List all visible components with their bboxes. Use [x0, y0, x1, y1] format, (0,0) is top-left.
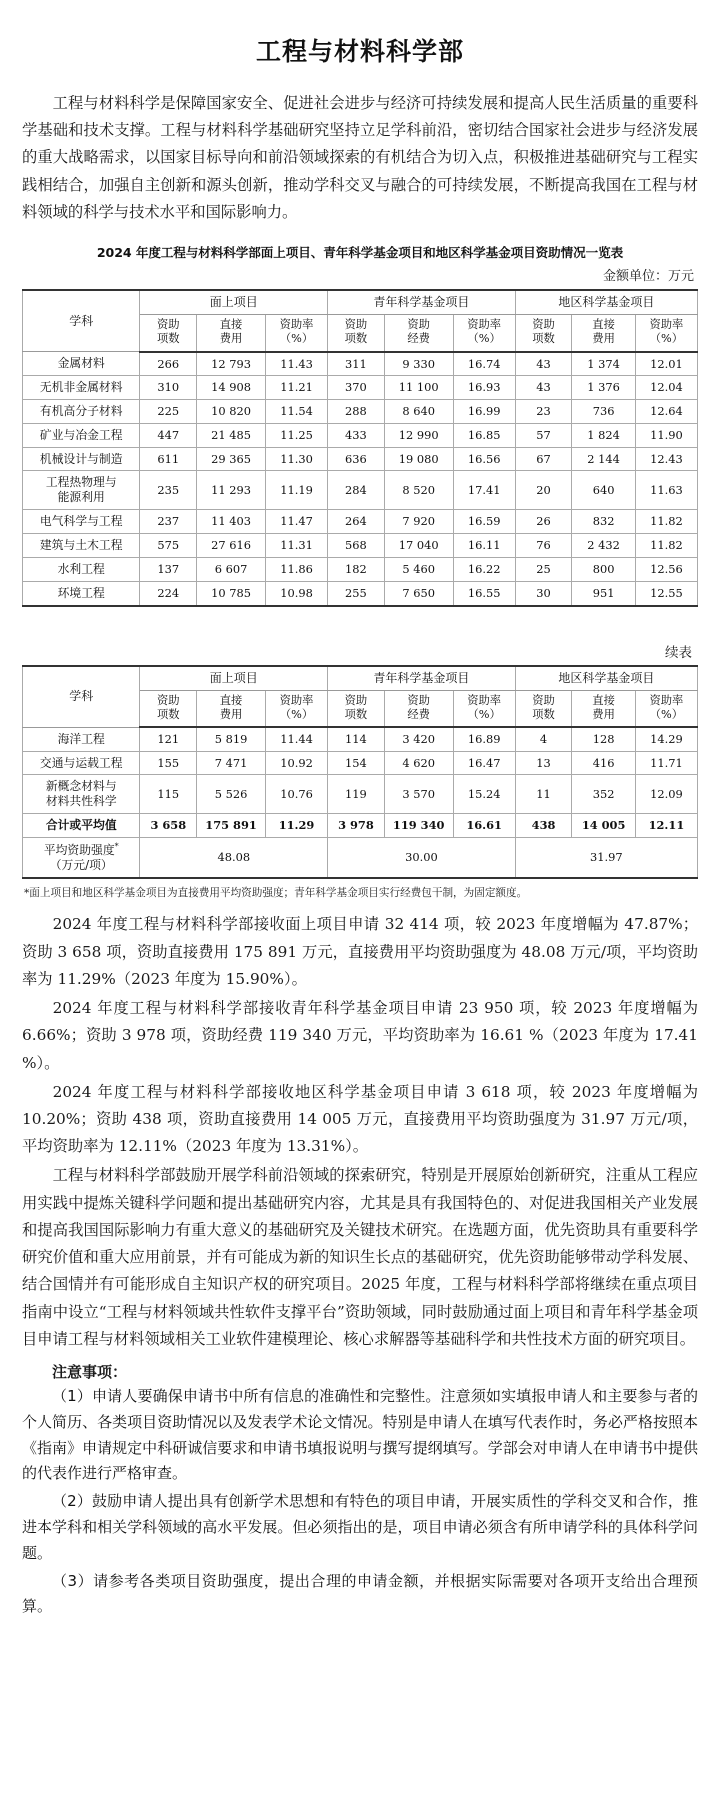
table-cell-value: 26: [515, 510, 572, 534]
table-row-subject: [23, 581, 140, 605]
table-row: [23, 775, 698, 814]
table-cell-value: 16.74: [453, 352, 515, 376]
table-cell-value: 27 616: [197, 534, 266, 558]
table-cell-value: 11.21: [265, 376, 327, 400]
table-cell-value: 175 891: [197, 814, 266, 838]
table-cell-value: 255: [328, 581, 385, 605]
table-row-subject: [23, 510, 140, 534]
table-cell-value: 115: [140, 775, 197, 814]
table-row: [23, 376, 698, 400]
table-total-row: [23, 814, 698, 838]
table-cell-value: 16.99: [453, 399, 515, 423]
table-row: [23, 447, 698, 471]
table-cell-value: 8 520: [384, 471, 453, 510]
table-cell-value: 30: [515, 581, 572, 605]
table-cell-value: 10.98: [265, 581, 327, 605]
table-cell-value: 11.54: [265, 399, 327, 423]
footnote-marker: *: [114, 841, 119, 851]
table-cell-value: 12 793: [197, 352, 266, 376]
table1-col-3: 资助 项数: [328, 315, 385, 352]
subject-line-1: 无机非金属材料: [39, 380, 123, 394]
subject-line-1: 工程热物理与: [45, 475, 117, 490]
table1-caption: 2024 年度工程与材料科学部面上项目、青年科学基金项目和地区科学基金项目资助情况一览表: [96, 245, 624, 261]
table2-col-1: 直接 费用: [197, 690, 266, 727]
subject-line-1: 电气科学与工程: [39, 514, 123, 529]
table-row: [23, 557, 698, 581]
table-cell-value: 21 485: [197, 423, 266, 447]
table-cell-value: 12.43: [635, 447, 697, 471]
table1-col-7: 直接 费用: [572, 315, 635, 352]
table-cell-value: 288: [328, 399, 385, 423]
table2-col-7: 直接 费用: [572, 690, 635, 727]
table2-group-youth: 青年科学基金项目: [328, 666, 516, 691]
table-cell-value: 568: [328, 534, 385, 558]
table-cell-value: 611: [140, 447, 197, 471]
table2-group-general: 面上项目: [140, 666, 328, 691]
table-cell-value: 119 340: [384, 814, 453, 838]
table-cell-value: 284: [328, 471, 385, 510]
subject-line-2: 能源利用: [57, 490, 105, 505]
table-cell-value: 12.04: [635, 376, 697, 400]
table-cell-value: 800: [572, 557, 635, 581]
table1-col-5: 资助率 （%）: [453, 315, 515, 352]
table2-col-4: 资助 经费: [384, 690, 453, 727]
subject-line-1: 机械设计与制造: [39, 451, 123, 466]
table-row: [23, 423, 698, 447]
notice-item-2: （2）鼓励申请人提出具有创新学术思想和有特色的项目申请，开展实质性的学科交叉和合作，推进本学科和相关学科领域的高水平发展。但必须指出的是，项目申请必须含有所申请学科的具体科学问题。: [22, 1492, 698, 1562]
notices-heading: 注意事项：: [52, 1362, 128, 1381]
funding-table-2: [22, 665, 698, 879]
table-cell-value: 310: [140, 376, 197, 400]
table-cell-value: 11.19: [265, 471, 327, 510]
average-intensity-row: [23, 837, 698, 877]
table-cell-value: 154: [328, 751, 385, 775]
table2-col-6: 资助 项数: [515, 690, 572, 727]
table-cell-value: 29 365: [197, 447, 266, 471]
table2-subject-header: 学科: [23, 666, 140, 728]
table-cell-value: 7 650: [384, 581, 453, 605]
subject-line-1: 建筑与土木工程: [39, 538, 123, 553]
table-cell-value: 14 005: [572, 814, 635, 838]
table-row-subject: [23, 447, 140, 471]
table2-continued-label: 续表: [665, 644, 692, 661]
table-cell-value: 10.76: [265, 775, 327, 814]
table2-col-8: 资助率 （%）: [635, 690, 697, 727]
table-cell-value: 43: [515, 376, 572, 400]
table-cell-value: 119: [328, 775, 385, 814]
table-cell-value: 23: [515, 399, 572, 423]
funding-table-1: [22, 289, 698, 607]
table-cell-value: 20: [515, 471, 572, 510]
table-row-subject: [23, 557, 140, 581]
table2-col-5: 资助率 （%）: [453, 690, 515, 727]
table-cell-value: 352: [572, 775, 635, 814]
table-cell-value: 137: [140, 557, 197, 581]
table-cell-value: 225: [140, 399, 197, 423]
table2-body: [23, 727, 698, 877]
average-intensity-label: [23, 837, 140, 877]
table-cell-value: 16.61: [453, 814, 515, 838]
table2-col-0: 资助 项数: [140, 690, 197, 727]
table-cell-value: 11.25: [265, 423, 327, 447]
table-cell-value: 4 620: [384, 751, 453, 775]
summary-paragraphs: [22, 911, 698, 1353]
table-row: [23, 471, 698, 510]
table2-col-2: 资助率 （%）: [265, 690, 327, 727]
notice-item-3: （3）请参考各类项目资助强度，提出合理的申请金额，并根据实际需要对各项开支给出合理预算。: [22, 1571, 698, 1616]
table-cell-value: 11.63: [635, 471, 697, 510]
table-cell-value: 1 824: [572, 423, 635, 447]
table-row-subject: [23, 534, 140, 558]
table1-unit-label: 金额单位：万元: [602, 269, 694, 285]
table-cell-value: 11.29: [265, 814, 327, 838]
table-cell-value: 237: [140, 510, 197, 534]
table1-col-8: 资助率 （%）: [635, 315, 697, 352]
table1-group-general: 面上项目: [140, 290, 328, 315]
table-cell-value: 2 432: [572, 534, 635, 558]
table1-subject-header: 学科: [23, 290, 140, 352]
table-row: [23, 534, 698, 558]
table-cell-value: 11.47: [265, 510, 327, 534]
subject-line-2: 材料共性科学: [45, 794, 117, 809]
table-cell-value: 121: [140, 727, 197, 751]
table-cell-value: 16.93: [453, 376, 515, 400]
table-cell-value: 16.22: [453, 557, 515, 581]
table-cell-value: 11.90: [635, 423, 697, 447]
table1-group-header-row: [23, 290, 698, 315]
table-cell-value: 16.55: [453, 581, 515, 605]
table-cell-value: 10.92: [265, 751, 327, 775]
subject-line-1: 新概念材料与: [45, 779, 117, 794]
table-cell-value: 12.64: [635, 399, 697, 423]
table-cell-value: 224: [140, 581, 197, 605]
table1-group-regional: 地区科学基金项目: [515, 290, 697, 315]
table-row-subject: [23, 727, 140, 751]
average-intensity-label-line-1: 平均资助强度*: [43, 841, 119, 857]
table-row: [23, 352, 698, 376]
table1-col-1: 直接 费用: [197, 315, 266, 352]
table1-col-6: 资助 项数: [515, 315, 572, 352]
table-cell-value: 11.30: [265, 447, 327, 471]
average-intensity-value: 30.00: [328, 837, 516, 877]
table-cell-value: 636: [328, 447, 385, 471]
table-cell-value: 2 144: [572, 447, 635, 471]
table2-group-header-row: [23, 666, 698, 691]
table-cell-value: 5 460: [384, 557, 453, 581]
table-cell-value: 266: [140, 352, 197, 376]
table-row: [23, 727, 698, 751]
table-cell-value: 7 920: [384, 510, 453, 534]
table-cell-value: 235: [140, 471, 197, 510]
table-row-subject: [23, 471, 140, 510]
summary-paragraph-4: 工程与材料科学部鼓励开展学科前沿领域的探索研究，特别是开展原始创新研究，注重从工程应用实践中提炼关键科学问题和提出基础研究内容，尤其是具有我国特色的、对促进我国相关产业发展和提高我国国际影响力有重大意义的基础研究及关键技术研究。在选题方面，优先资助具有重要科学研究价值和重大应用前景，并有可能成为新的知识生长点的基础研究，优先资助能够带动学科发展、结合国情并有可能形成自主知识产权的研究项目。2025 年度，工程与材料科学部将继续在重点项目指南中设立“工程与材料领域共性软件支撑平台”资助领域，同时鼓励通过面上项目和青年科学基金项目申请工程与材料领域相关工业软件建模理论、核心求解器等基础科学和共性技术方面的研究项目。: [22, 1166, 698, 1348]
table-cell-value: 447: [140, 423, 197, 447]
table-cell-value: 3 420: [384, 727, 453, 751]
table-cell-value: 11 293: [197, 471, 266, 510]
table-cell-value: 311: [328, 352, 385, 376]
table-cell-value: 264: [328, 510, 385, 534]
table-cell-value: 4: [515, 727, 572, 751]
table-cell-value: 7 471: [197, 751, 266, 775]
table-cell-value: 370: [328, 376, 385, 400]
table-cell-value: 11.43: [265, 352, 327, 376]
table-cell-value: 11.44: [265, 727, 327, 751]
average-intensity-label-line-2: （万元/项）: [49, 857, 113, 872]
table-cell-value: 16.85: [453, 423, 515, 447]
summary-paragraph-3: 2024 年度工程与材料科学部接收地区科学基金项目申请 3 618 项，较 2023 年度增幅为 10.20%；资助 438 项，资助直接费用 14 005 万元，直接费用平均资助强度为 31.97 万元/项，平均资助率为 12.11%（2023 年度为 13.31%）。: [22, 1082, 698, 1156]
table-row-subject: [23, 376, 140, 400]
table-row-subject: [23, 775, 140, 814]
table-cell-value: 19 080: [384, 447, 453, 471]
table-cell-value: 13: [515, 751, 572, 775]
table-cell-value: 128: [572, 727, 635, 751]
table-cell-value: 67: [515, 447, 572, 471]
table-cell-value: 15.24: [453, 775, 515, 814]
table-row-subject: [23, 751, 140, 775]
table-cell-value: 9 330: [384, 352, 453, 376]
table-row-subject: [23, 399, 140, 423]
table-cell-value: 6 607: [197, 557, 266, 581]
table-cell-value: 640: [572, 471, 635, 510]
table1-col-2: 资助率 （%）: [265, 315, 327, 352]
subject-line-1: 交通与运载工程: [39, 755, 123, 770]
page-title: 工程与材料科学部: [255, 37, 464, 66]
table-cell-value: 16.59: [453, 510, 515, 534]
table-cell-value: 25: [515, 557, 572, 581]
table-row-subject: [23, 423, 140, 447]
table1-group-youth: 青年科学基金项目: [328, 290, 516, 315]
table-cell-value: 57: [515, 423, 572, 447]
table2-col-3: 资助 项数: [328, 690, 385, 727]
table-cell-value: 17 040: [384, 534, 453, 558]
table-cell-value: 12.01: [635, 352, 697, 376]
table-cell-value: 5 819: [197, 727, 266, 751]
summary-paragraph-2: 2024 年度工程与材料科学部接收青年科学基金项目申请 23 950 项，较 2023 年度增幅为 6.66%；资助 3 978 项，资助经费 119 340 万元，平均资助率为 16.61 %（2023 年度为 17.41 %）。: [22, 999, 698, 1072]
table-cell-value: 10 785: [197, 581, 266, 605]
table1-col-0: 资助 项数: [140, 315, 197, 352]
intro-paragraph: 工程与材料科学是保障国家安全、促进社会进步与经济可持续发展和提高人民生活质量的重要科学基础和技术支撑。工程与材料科学基础研究坚持立足学科前沿，密切结合国家社会进步与经济发展的重大战略需求，以国家目标导向和前沿领域探索的有机结合为切入点，积极推进基础研究与工程实践相结合，加强自主创新和源头创新，推动学科交叉与融合的可持续发展，不断提高我国在工程与材料领域的科学与技术水平和国际影响力。: [22, 94, 698, 221]
total-row-label: 合计或平均值: [23, 814, 140, 838]
average-intensity-value: 31.97: [515, 837, 697, 877]
subject-line-1: 金属材料: [57, 356, 105, 371]
table-row: [23, 399, 698, 423]
table-row: [23, 751, 698, 775]
table-cell-value: 11: [515, 775, 572, 814]
table-cell-value: 14.29: [635, 727, 697, 751]
table-cell-value: 11.71: [635, 751, 697, 775]
table-row: [23, 510, 698, 534]
notice-items: [22, 1384, 698, 1620]
table-cell-value: 43: [515, 352, 572, 376]
table-cell-value: 16.47: [453, 751, 515, 775]
table-row: [23, 581, 698, 605]
table-cell-value: 16.89: [453, 727, 515, 751]
table-cell-value: 416: [572, 751, 635, 775]
table-cell-value: 11.31: [265, 534, 327, 558]
table1-body: [23, 352, 698, 606]
table-cell-value: 11.82: [635, 510, 697, 534]
subject-line-1: 矿业与冶金工程: [39, 427, 123, 442]
table-cell-value: 11.86: [265, 557, 327, 581]
table2-footnote: *面上项目和地区科学基金项目为直接费用平均资助强度；青年科学基金项目实行经费包干制，为固定额度。: [24, 886, 528, 899]
table-cell-value: 76: [515, 534, 572, 558]
table-cell-value: 12.09: [635, 775, 697, 814]
table-cell-value: 12 990: [384, 423, 453, 447]
table1-col-4: 资助 经费: [384, 315, 453, 352]
table-cell-value: 3 658: [140, 814, 197, 838]
table-cell-value: 438: [515, 814, 572, 838]
table-cell-value: 114: [328, 727, 385, 751]
table-cell-value: 832: [572, 510, 635, 534]
table-cell-value: 16.11: [453, 534, 515, 558]
table-cell-value: 12.55: [635, 581, 697, 605]
table-cell-value: 182: [328, 557, 385, 581]
table-cell-value: 17.41: [453, 471, 515, 510]
table-cell-value: 8 640: [384, 399, 453, 423]
average-intensity-value: 48.08: [140, 837, 328, 877]
table-cell-value: 11 403: [197, 510, 266, 534]
table-cell-value: 155: [140, 751, 197, 775]
table-cell-value: 575: [140, 534, 197, 558]
summary-paragraph-1: 2024 年度工程与材料科学部接收面上项目申请 32 414 项，较 2023 年度增幅为 47.87%；资助 3 658 项，资助直接费用 175 891 万元，直接费用平均资助强度为 48.08 万元/项，平均资助率为 11.29%（2023 年度为 15.90%）。: [22, 915, 698, 988]
table-cell-value: 736: [572, 399, 635, 423]
subject-line-1: 有机高分子材料: [39, 403, 123, 418]
subject-line-1: 环境工程: [57, 585, 105, 600]
table-cell-value: 10 820: [197, 399, 266, 423]
table-cell-value: 11 100: [384, 376, 453, 400]
notice-item-1: （1）申请人要确保申请书中所有信息的准确性和完整性。注意须如实填报申请人和主要参与者的个人简历、各类项目资助情况以及发表学术论文情况。特别是申请人在填写代表作时，务必严格按照本《指南》申请规定中科研诚信要求和申请书填报说明与撰写提纲填写。学部会对申请人在申请书中提供的代表作进行严格审查。: [22, 1386, 698, 1483]
table-cell-value: 433: [328, 423, 385, 447]
table-cell-value: 5 526: [197, 775, 266, 814]
table-cell-value: 1 376: [572, 376, 635, 400]
table-cell-value: 1 374: [572, 352, 635, 376]
table-cell-value: 14 908: [197, 376, 266, 400]
table-cell-value: 12.56: [635, 557, 697, 581]
subject-line-1: 海洋工程: [57, 731, 105, 746]
table-row-subject: [23, 352, 140, 376]
table-cell-value: 12.11: [635, 814, 697, 838]
table-cell-value: 3 978: [328, 814, 385, 838]
table-cell-value: 16.56: [453, 447, 515, 471]
table-cell-value: 11.82: [635, 534, 697, 558]
table-cell-value: 951: [572, 581, 635, 605]
subject-line-1: 水利工程: [57, 561, 105, 576]
table-cell-value: 3 570: [384, 775, 453, 814]
table2-group-regional: 地区科学基金项目: [515, 666, 697, 691]
